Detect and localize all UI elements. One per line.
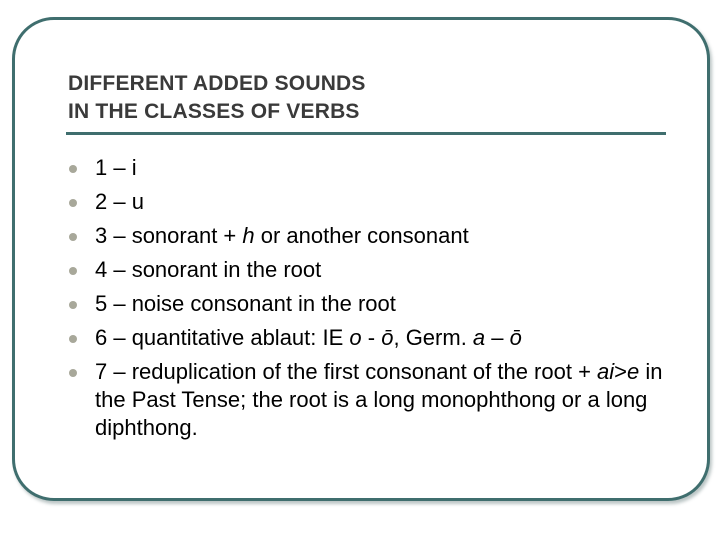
title-divider <box>66 132 666 135</box>
item-text: , Germ. <box>393 325 473 350</box>
item-text: > <box>614 359 628 384</box>
slide-title <box>68 70 628 126</box>
title-line-1: DIFFERENT ADDED SOUNDS <box>68 72 366 95</box>
list-item <box>66 256 676 284</box>
item-italic-ai: ai <box>597 359 615 384</box>
item-text: in the Past Tense; the root is a long monophthong or a long diphthong. <box>95 359 663 440</box>
item-text: or another consonant <box>254 223 469 248</box>
item-text: 4 – sonorant in the root <box>95 257 322 282</box>
item-text: 1 – i <box>95 155 137 180</box>
bullet-icon <box>69 267 77 275</box>
list-item <box>66 358 676 442</box>
item-italic-h: h <box>242 223 255 248</box>
list-item <box>66 324 676 352</box>
item-text: 5 – noise consonant in the root <box>95 291 396 316</box>
item-text: – <box>485 325 510 350</box>
item-italic-a: a <box>472 325 486 350</box>
bullet-icon <box>69 301 77 309</box>
item-italic-o-long: ō <box>381 325 394 350</box>
item-text: 7 – reduplication of the first consonant of the root + <box>95 359 598 384</box>
bullet-icon <box>69 165 77 173</box>
bullet-list <box>66 154 676 448</box>
item-text: - <box>361 325 382 350</box>
item-italic-e: e <box>627 359 640 384</box>
bullet-icon <box>69 199 77 207</box>
item-text: 2 – u <box>95 189 144 214</box>
list-item <box>66 188 676 216</box>
item-italic-o-long: ō <box>509 325 522 350</box>
bullet-icon <box>69 369 77 377</box>
item-text: 6 – quantitative ablaut: IE <box>95 325 350 350</box>
list-item <box>66 154 676 182</box>
title-line-2: IN THE CLASSES OF VERBS <box>68 100 360 123</box>
list-item <box>66 290 676 318</box>
list-item <box>66 222 676 250</box>
bullet-icon <box>69 335 77 343</box>
item-italic-o: o <box>349 325 362 350</box>
item-text: 3 – sonorant + <box>95 223 243 248</box>
bullet-icon <box>69 233 77 241</box>
